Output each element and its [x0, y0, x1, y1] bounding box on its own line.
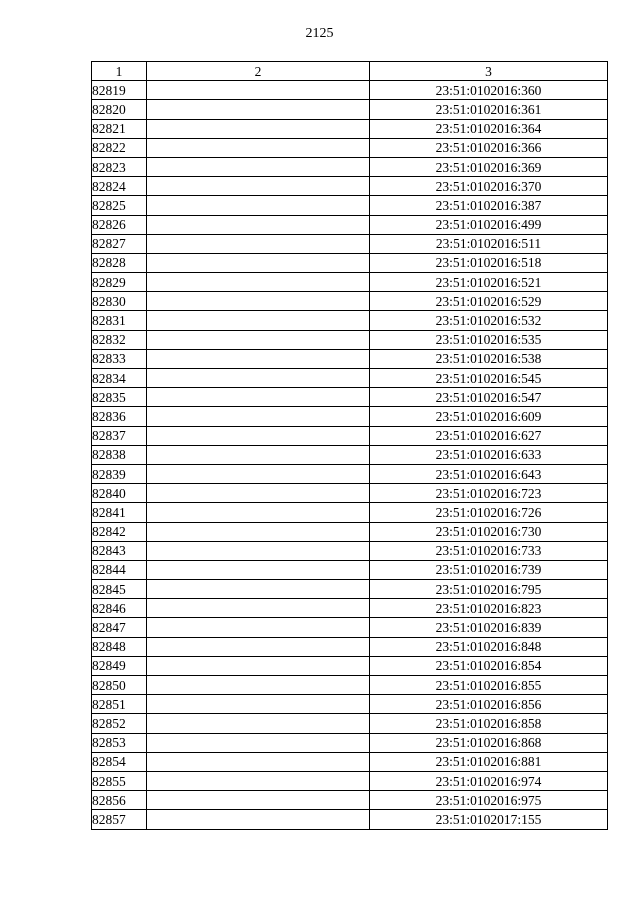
table-row — [92, 234, 608, 253]
cadastral-number-cell: 23:51:0102016:545 — [370, 369, 608, 388]
row-blank-cell — [147, 349, 370, 368]
cadastral-number-cell: 23:51:0102016:511 — [370, 234, 608, 253]
row-blank-cell — [147, 330, 370, 349]
row-blank-cell — [147, 810, 370, 829]
row-number-cell: 82825 — [92, 196, 147, 215]
table-row — [92, 637, 608, 656]
table-row — [92, 100, 608, 119]
row-blank-cell — [147, 618, 370, 637]
row-number-cell: 82822 — [92, 138, 147, 157]
table-row — [92, 138, 608, 157]
row-number-cell: 82857 — [92, 810, 147, 829]
table-row — [92, 273, 608, 292]
cadastral-number-cell: 23:51:0102016:369 — [370, 157, 608, 176]
row-blank-cell — [147, 445, 370, 464]
cadastral-number-cell: 23:51:0102016:975 — [370, 791, 608, 810]
cadastral-number-cell: 23:51:0102016:609 — [370, 407, 608, 426]
cadastral-number-cell: 23:51:0102016:360 — [370, 81, 608, 100]
table-row — [92, 771, 608, 790]
row-number-cell: 82824 — [92, 177, 147, 196]
table-row — [92, 560, 608, 579]
cadastral-number-cell: 23:51:0102017:155 — [370, 810, 608, 829]
table-row — [92, 119, 608, 138]
row-number-cell: 82827 — [92, 234, 147, 253]
row-number-cell: 82828 — [92, 253, 147, 272]
row-blank-cell — [147, 234, 370, 253]
table-row — [92, 426, 608, 445]
cadastral-number-cell: 23:51:0102016:739 — [370, 560, 608, 579]
table-row — [92, 733, 608, 752]
table-row — [92, 311, 608, 330]
row-number-cell: 82838 — [92, 445, 147, 464]
row-blank-cell — [147, 541, 370, 560]
cadastral-number-cell: 23:51:0102016:627 — [370, 426, 608, 445]
row-number-cell: 82830 — [92, 292, 147, 311]
page-number: 2125 — [305, 26, 334, 41]
cadastral-number-cell: 23:51:0102016:535 — [370, 330, 608, 349]
row-blank-cell — [147, 714, 370, 733]
row-blank-cell — [147, 771, 370, 790]
table-row — [92, 580, 608, 599]
row-blank-cell — [147, 388, 370, 407]
row-number-cell: 82839 — [92, 464, 147, 483]
row-number-cell: 82834 — [92, 369, 147, 388]
cadastral-number-cell: 23:51:0102016:733 — [370, 541, 608, 560]
row-number-cell: 82823 — [92, 157, 147, 176]
table-row — [92, 503, 608, 522]
table-row — [92, 599, 608, 618]
row-blank-cell — [147, 464, 370, 483]
table-row — [92, 177, 608, 196]
row-blank-cell — [147, 426, 370, 445]
cadastral-number-cell: 23:51:0102016:529 — [370, 292, 608, 311]
cadastral-number-cell: 23:51:0102016:518 — [370, 253, 608, 272]
row-number-cell: 82840 — [92, 484, 147, 503]
cadastral-number-cell: 23:51:0102016:521 — [370, 273, 608, 292]
row-number-cell: 82843 — [92, 541, 147, 560]
cadastral-number-cell: 23:51:0102016:547 — [370, 388, 608, 407]
column-header-1: 1 — [92, 62, 147, 81]
row-number-cell: 82841 — [92, 503, 147, 522]
table-row — [92, 695, 608, 714]
row-blank-cell — [147, 503, 370, 522]
row-blank-cell — [147, 100, 370, 119]
row-blank-cell — [147, 560, 370, 579]
table-row — [92, 81, 608, 100]
row-number-cell: 82833 — [92, 349, 147, 368]
row-number-cell: 82853 — [92, 733, 147, 752]
row-number-cell: 82819 — [92, 81, 147, 100]
table-row — [92, 253, 608, 272]
table-row — [92, 541, 608, 560]
cadastral-number-cell: 23:51:0102016:730 — [370, 522, 608, 541]
table-row — [92, 349, 608, 368]
row-number-cell: 82831 — [92, 311, 147, 330]
row-blank-cell — [147, 138, 370, 157]
cadastral-number-cell: 23:51:0102016:881 — [370, 752, 608, 771]
table-row — [92, 522, 608, 541]
row-number-cell: 82835 — [92, 388, 147, 407]
table-row — [92, 292, 608, 311]
table-row — [92, 196, 608, 215]
row-blank-cell — [147, 676, 370, 695]
cadastral-number-cell: 23:51:0102016:370 — [370, 177, 608, 196]
row-number-cell: 82820 — [92, 100, 147, 119]
table-row — [92, 369, 608, 388]
table-header-row — [92, 62, 608, 81]
cadastral-number-cell: 23:51:0102016:858 — [370, 714, 608, 733]
row-number-cell: 82836 — [92, 407, 147, 426]
row-blank-cell — [147, 119, 370, 138]
cadastral-number-cell: 23:51:0102016:868 — [370, 733, 608, 752]
cadastral-number-cell: 23:51:0102016:839 — [370, 618, 608, 637]
table-row — [92, 215, 608, 234]
table-row — [92, 618, 608, 637]
row-blank-cell — [147, 791, 370, 810]
row-blank-cell — [147, 733, 370, 752]
table-row — [92, 676, 608, 695]
row-number-cell: 82832 — [92, 330, 147, 349]
table-row — [92, 714, 608, 733]
cadastral-number-cell: 23:51:0102016:387 — [370, 196, 608, 215]
row-blank-cell — [147, 273, 370, 292]
row-number-cell: 82842 — [92, 522, 147, 541]
row-number-cell: 82837 — [92, 426, 147, 445]
cadastral-number-cell: 23:51:0102016:856 — [370, 695, 608, 714]
cadastral-number-cell: 23:51:0102016:823 — [370, 599, 608, 618]
cadastral-number-cell: 23:51:0102016:854 — [370, 656, 608, 675]
row-number-cell: 82850 — [92, 676, 147, 695]
row-blank-cell — [147, 311, 370, 330]
row-number-cell: 82851 — [92, 695, 147, 714]
cadastral-number-cell: 23:51:0102016:633 — [370, 445, 608, 464]
row-blank-cell — [147, 369, 370, 388]
table-row — [92, 407, 608, 426]
cadastral-number-cell: 23:51:0102016:795 — [370, 580, 608, 599]
cadastral-number-cell: 23:51:0102016:643 — [370, 464, 608, 483]
cadastral-number-cell: 23:51:0102016:974 — [370, 771, 608, 790]
cadastral-number-cell: 23:51:0102016:855 — [370, 676, 608, 695]
row-number-cell: 82847 — [92, 618, 147, 637]
row-number-cell: 82829 — [92, 273, 147, 292]
row-blank-cell — [147, 407, 370, 426]
cadastral-number-cell: 23:51:0102016:726 — [370, 503, 608, 522]
row-number-cell: 82855 — [92, 771, 147, 790]
cadastral-number-cell: 23:51:0102016:532 — [370, 311, 608, 330]
table-row — [92, 810, 608, 829]
row-number-cell: 82844 — [92, 560, 147, 579]
table-row — [92, 791, 608, 810]
row-blank-cell — [147, 580, 370, 599]
row-blank-cell — [147, 292, 370, 311]
row-blank-cell — [147, 695, 370, 714]
table-row — [92, 388, 608, 407]
table-row — [92, 484, 608, 503]
row-number-cell: 82826 — [92, 215, 147, 234]
row-number-cell: 82852 — [92, 714, 147, 733]
table-row — [92, 330, 608, 349]
table-row — [92, 464, 608, 483]
row-blank-cell — [147, 215, 370, 234]
row-blank-cell — [147, 484, 370, 503]
row-blank-cell — [147, 177, 370, 196]
row-number-cell: 82854 — [92, 752, 147, 771]
row-blank-cell — [147, 752, 370, 771]
row-number-cell: 82849 — [92, 656, 147, 675]
row-blank-cell — [147, 656, 370, 675]
row-number-cell: 82846 — [92, 599, 147, 618]
cadastral-number-cell: 23:51:0102016:723 — [370, 484, 608, 503]
table-row — [92, 752, 608, 771]
column-header-2: 2 — [147, 62, 370, 81]
cadastral-number-cell: 23:51:0102016:538 — [370, 349, 608, 368]
row-number-cell: 82856 — [92, 791, 147, 810]
row-blank-cell — [147, 253, 370, 272]
cadastral-number-cell: 23:51:0102016:366 — [370, 138, 608, 157]
row-blank-cell — [147, 157, 370, 176]
row-blank-cell — [147, 522, 370, 541]
cadastral-number-cell: 23:51:0102016:364 — [370, 119, 608, 138]
row-number-cell: 82845 — [92, 580, 147, 599]
registry-table — [91, 61, 608, 830]
table-body — [92, 81, 608, 829]
cadastral-number-cell: 23:51:0102016:499 — [370, 215, 608, 234]
row-blank-cell — [147, 637, 370, 656]
cadastral-number-cell: 23:51:0102016:361 — [370, 100, 608, 119]
cadastral-number-cell: 23:51:0102016:848 — [370, 637, 608, 656]
row-blank-cell — [147, 196, 370, 215]
table-row — [92, 656, 608, 675]
table-row — [92, 157, 608, 176]
row-blank-cell — [147, 599, 370, 618]
row-number-cell: 82821 — [92, 119, 147, 138]
row-number-cell: 82848 — [92, 637, 147, 656]
row-blank-cell — [147, 81, 370, 100]
column-header-3: 3 — [370, 62, 608, 81]
table-row — [92, 445, 608, 464]
